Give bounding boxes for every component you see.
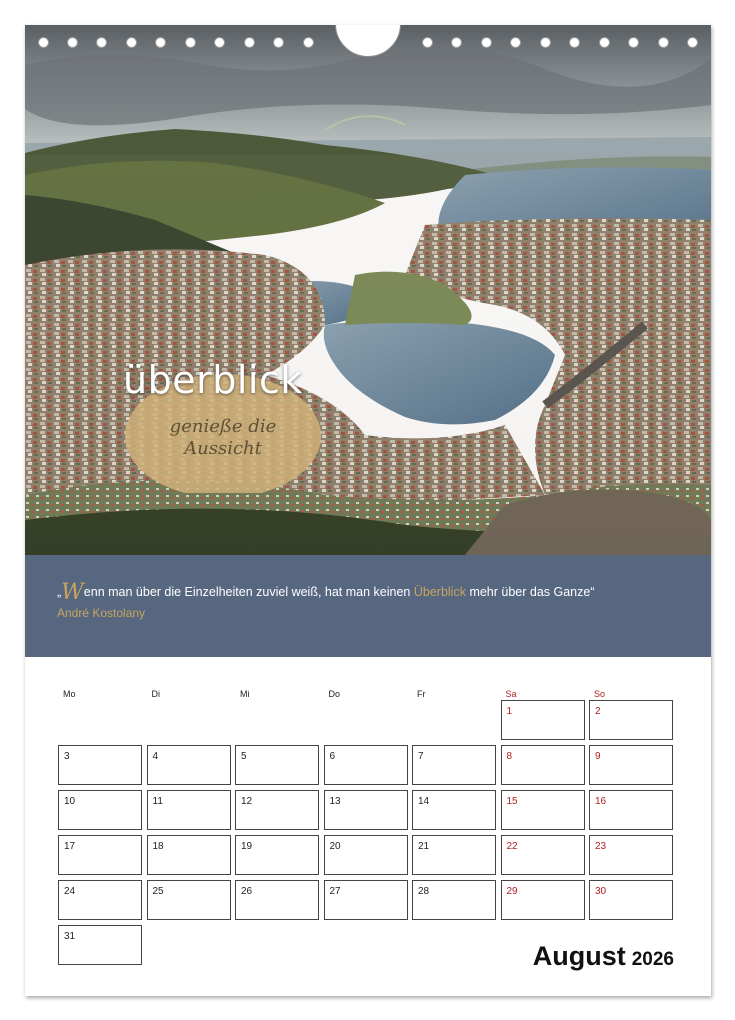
binding-ring bbox=[244, 37, 255, 48]
day-number: 7 bbox=[418, 751, 424, 762]
day-cell[interactable] bbox=[412, 880, 496, 920]
day-cell[interactable] bbox=[324, 880, 408, 920]
calendar-hanger-cutout bbox=[335, 25, 401, 57]
day-cell[interactable] bbox=[501, 790, 585, 830]
weekday-header: Mo bbox=[63, 689, 76, 699]
day-number: 27 bbox=[329, 886, 341, 897]
photo-subtitle-line: Aussicht bbox=[184, 438, 262, 459]
day-cell[interactable] bbox=[501, 700, 585, 740]
day-cell[interactable] bbox=[147, 790, 231, 830]
day-number: 19 bbox=[241, 841, 253, 852]
binding-ring bbox=[481, 37, 492, 48]
binding-ring bbox=[422, 37, 433, 48]
day-cell[interactable] bbox=[412, 790, 496, 830]
quote-ending: mehr über das Ganze“ bbox=[465, 585, 595, 599]
binding-ring bbox=[96, 37, 107, 48]
year-label: 2026 bbox=[631, 949, 674, 970]
binding-rings bbox=[25, 25, 711, 65]
landscape-photo bbox=[25, 25, 711, 555]
day-cell[interactable] bbox=[58, 880, 142, 920]
day-cell[interactable] bbox=[58, 790, 142, 830]
day-number: 8 bbox=[506, 751, 513, 762]
day-cell[interactable] bbox=[324, 790, 408, 830]
day-cell[interactable] bbox=[589, 835, 673, 875]
quote-open-mark: „ bbox=[57, 585, 62, 599]
day-cell[interactable] bbox=[324, 835, 408, 875]
day-cell[interactable] bbox=[589, 700, 673, 740]
day-number: 24 bbox=[64, 886, 76, 897]
day-cell[interactable] bbox=[501, 745, 585, 785]
day-number: 20 bbox=[329, 841, 341, 852]
day-number: 23 bbox=[595, 841, 607, 852]
quote-text bbox=[57, 580, 697, 605]
binding-ring bbox=[303, 37, 314, 48]
day-number: 14 bbox=[418, 796, 430, 807]
binding-ring bbox=[687, 37, 698, 48]
day-number: 12 bbox=[241, 796, 253, 807]
day-cell[interactable] bbox=[235, 880, 319, 920]
day-number: 4 bbox=[152, 751, 159, 762]
photo-title-block bbox=[123, 358, 323, 493]
day-cell[interactable] bbox=[235, 745, 319, 785]
binding-ring bbox=[569, 37, 580, 48]
quote-author: André Kostolany bbox=[57, 606, 146, 620]
calendar-page bbox=[25, 25, 711, 996]
day-cell[interactable] bbox=[58, 835, 142, 875]
binding-ring bbox=[126, 37, 137, 48]
quote-band bbox=[25, 555, 711, 657]
day-cell[interactable] bbox=[58, 745, 142, 785]
day-number: 9 bbox=[595, 751, 601, 762]
day-cell[interactable] bbox=[412, 835, 496, 875]
day-number: 29 bbox=[506, 886, 518, 897]
binding-ring bbox=[67, 37, 78, 48]
day-number: 30 bbox=[595, 886, 607, 897]
day-number: 17 bbox=[64, 841, 76, 852]
day-cell[interactable] bbox=[589, 790, 673, 830]
month-name: August bbox=[532, 941, 626, 971]
binding-ring bbox=[658, 37, 669, 48]
day-number: 22 bbox=[506, 841, 518, 852]
quote-initial: W bbox=[61, 580, 84, 605]
binding-ring bbox=[185, 37, 196, 48]
binding-ring bbox=[273, 37, 284, 48]
day-cell[interactable] bbox=[235, 835, 319, 875]
day-cell[interactable] bbox=[58, 925, 142, 965]
quote-highlight: Überblick bbox=[413, 585, 466, 599]
day-number: 1 bbox=[506, 706, 513, 717]
binding-ring bbox=[628, 37, 639, 48]
photo-title: überblick bbox=[123, 358, 303, 402]
day-number: 28 bbox=[418, 886, 430, 897]
day-number: 11 bbox=[152, 796, 163, 807]
day-cell[interactable] bbox=[324, 745, 408, 785]
day-cell[interactable] bbox=[589, 880, 673, 920]
day-number: 10 bbox=[64, 796, 76, 807]
binding-ring bbox=[214, 37, 225, 48]
day-cell[interactable] bbox=[589, 745, 673, 785]
day-cell[interactable] bbox=[235, 790, 319, 830]
quote-body: enn man über die Einzelheiten zuviel weiß, hat man keinen bbox=[83, 585, 414, 599]
day-number: 18 bbox=[152, 841, 164, 852]
day-number: 5 bbox=[241, 751, 247, 762]
binding-ring bbox=[38, 37, 49, 48]
day-number: 21 bbox=[418, 841, 430, 852]
day-number: 26 bbox=[241, 886, 253, 897]
photo-subtitle bbox=[163, 416, 283, 460]
weekday-header: Fr bbox=[417, 689, 426, 699]
day-number: 3 bbox=[64, 751, 70, 762]
day-number: 15 bbox=[506, 796, 518, 807]
day-cell[interactable] bbox=[147, 880, 231, 920]
day-number: 2 bbox=[595, 706, 601, 717]
day-cell[interactable] bbox=[147, 745, 231, 785]
binding-ring bbox=[510, 37, 521, 48]
day-number: 16 bbox=[595, 796, 607, 807]
weekday-header: Mi bbox=[240, 689, 250, 699]
day-number: 31 bbox=[64, 931, 76, 942]
binding-ring bbox=[451, 37, 462, 48]
month-heading bbox=[533, 941, 674, 972]
binding-ring bbox=[540, 37, 551, 48]
weekday-header: Sa bbox=[505, 689, 517, 699]
weekday-header: So bbox=[594, 689, 606, 699]
day-number: 25 bbox=[152, 886, 164, 897]
weekday-header: Di bbox=[151, 689, 160, 699]
weekday-header: Do bbox=[328, 689, 341, 699]
day-number: 6 bbox=[329, 751, 336, 762]
binding-ring bbox=[599, 37, 610, 48]
day-cell[interactable] bbox=[412, 745, 496, 785]
binding-ring bbox=[155, 37, 166, 48]
photo-subtitle-line: genieße die bbox=[169, 416, 277, 437]
day-number: 13 bbox=[329, 796, 341, 807]
day-cell[interactable] bbox=[501, 835, 585, 875]
day-cell[interactable] bbox=[147, 835, 231, 875]
day-cell[interactable] bbox=[501, 880, 585, 920]
